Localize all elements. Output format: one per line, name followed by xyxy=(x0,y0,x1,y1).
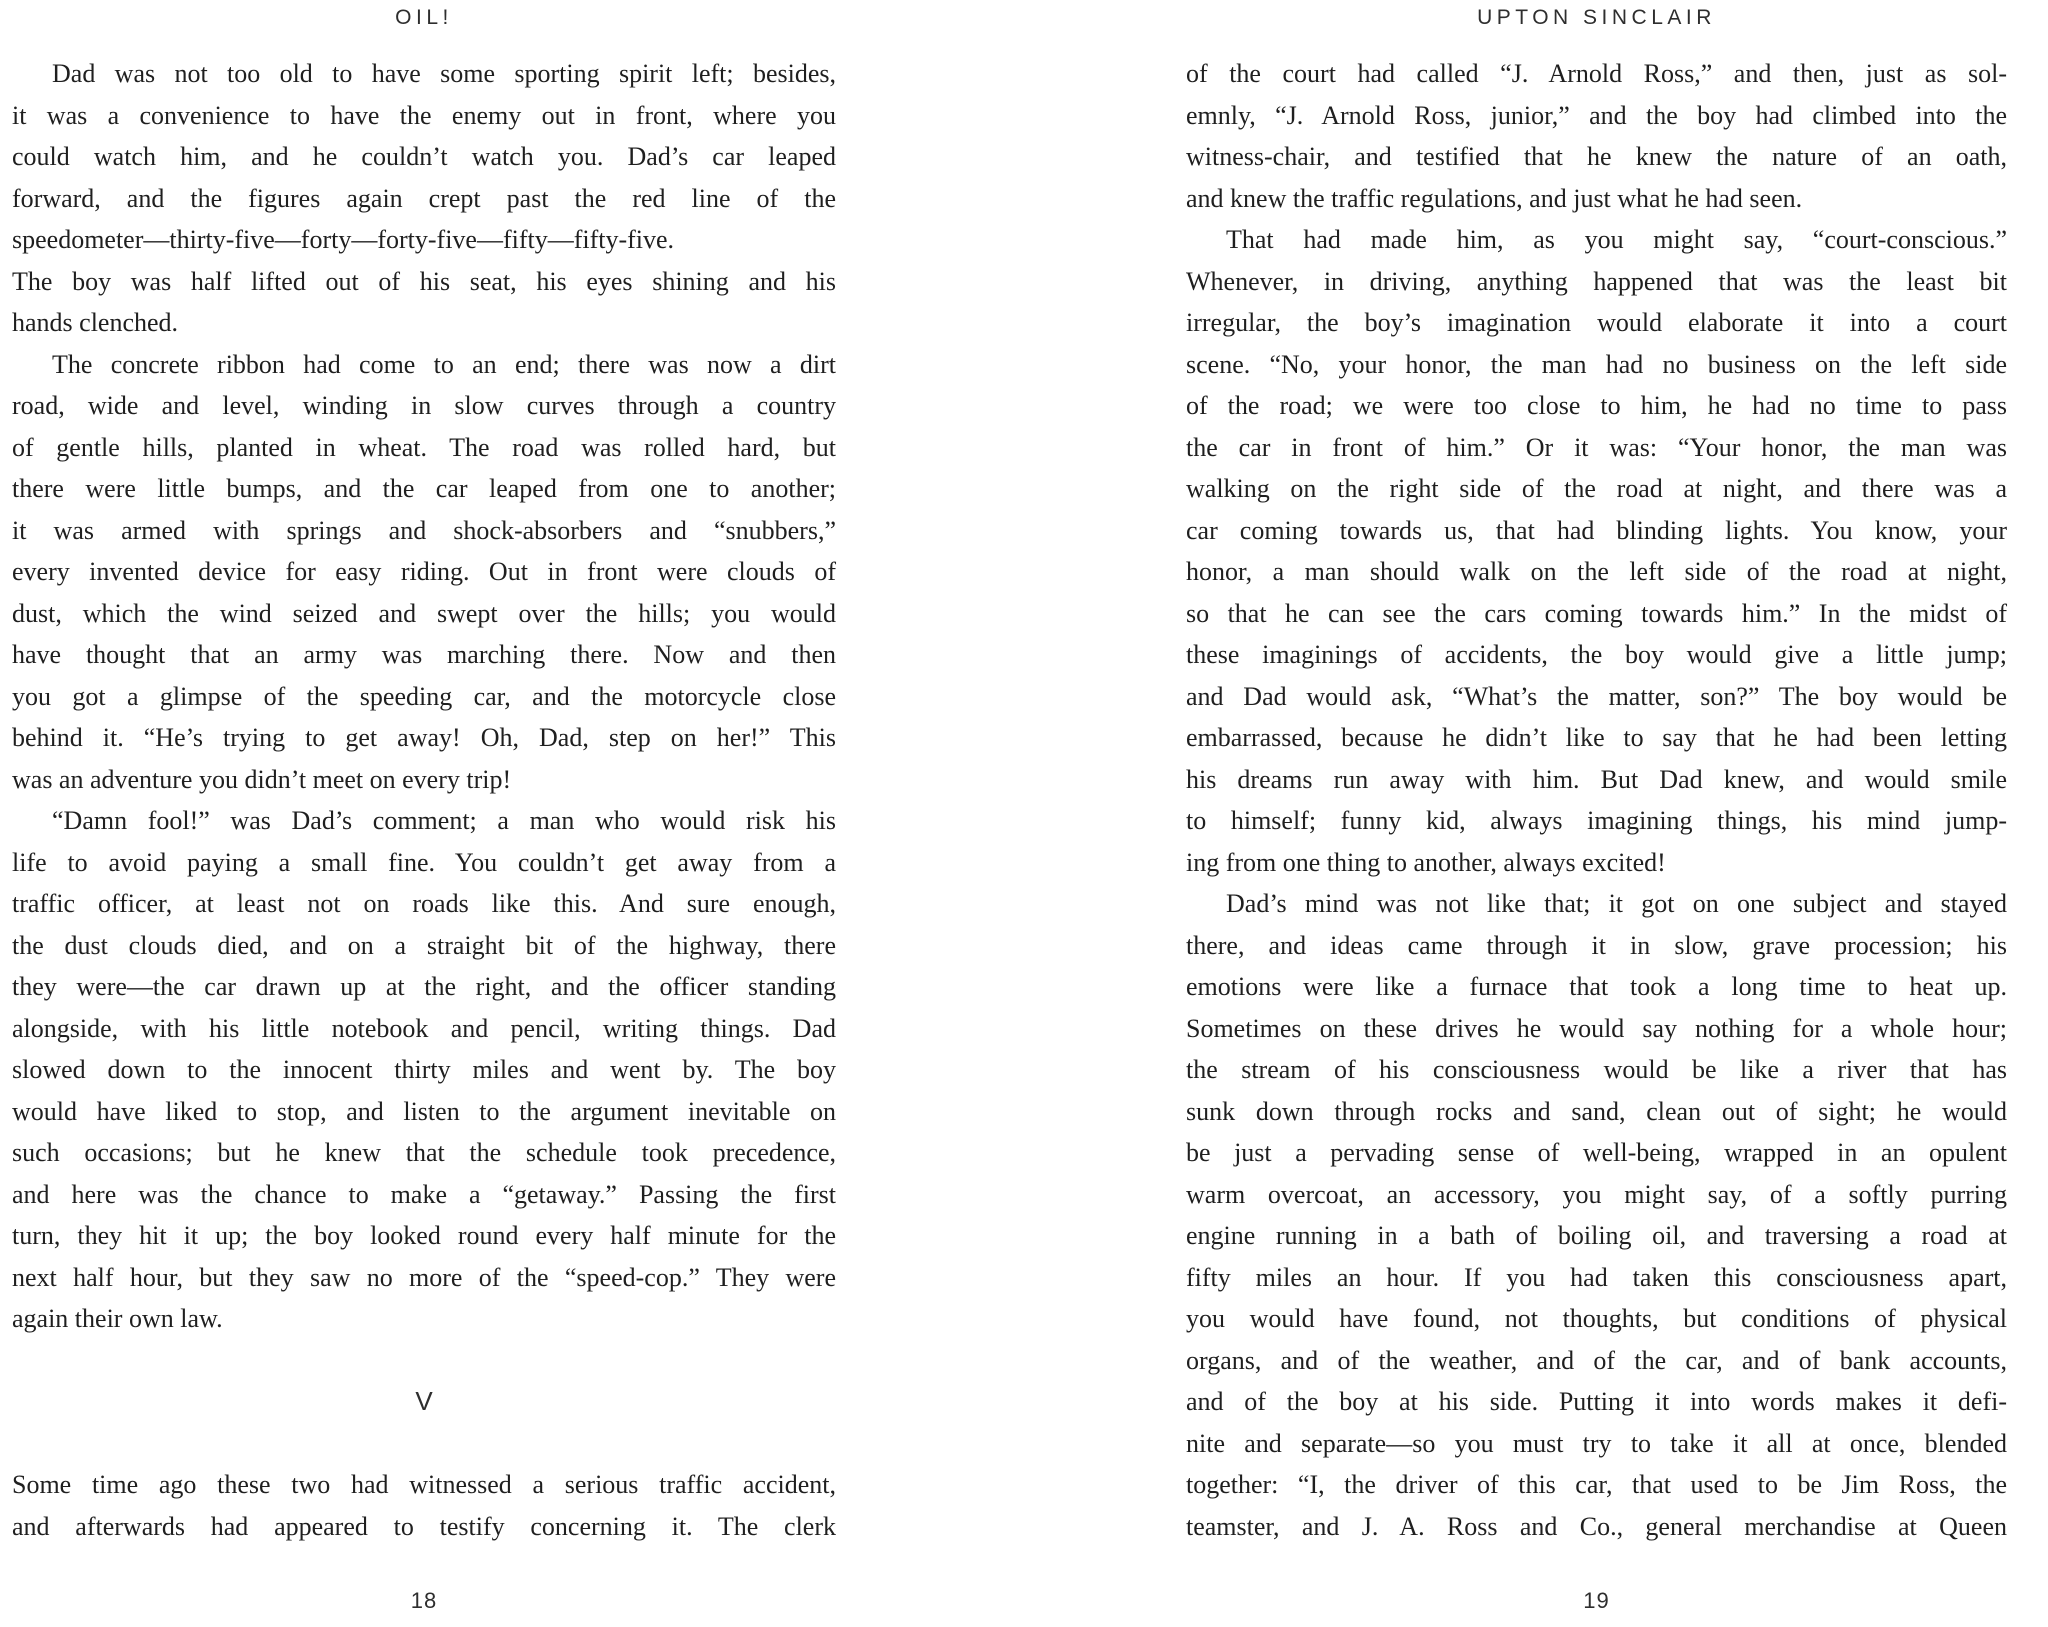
text-line: every invented device for easy riding. Out in front were clouds of xyxy=(12,557,836,586)
text-line: the dust clouds died, and on a straight bit of the highway, there xyxy=(12,930,836,960)
text-line: Sometimes on these drives he would say nothing for a whole hour; xyxy=(1186,1013,2007,1043)
text-line: behind it. “He’s trying to get away! Oh, Dad, step on her!” This xyxy=(12,723,836,752)
text-line: speedometer—thirty-five—forty—forty-five—fifty—fifty-five. xyxy=(12,225,675,254)
text-line: dust, which the wind seized and swept over the hills; you would xyxy=(12,598,836,628)
text-line: emotions were like a furnace that took a long time to heat up. xyxy=(1186,972,2007,1001)
text-line: forward, and the figures again crept past the red line of the xyxy=(12,183,836,213)
text-line: alongside, with his little notebook and pencil, writing things. Dad xyxy=(12,1013,836,1043)
text-line: The concrete ribbon had come to an end; there was now a dirt xyxy=(52,349,836,379)
text-line: walking on the right side of the road at night, and there was a xyxy=(1186,474,2007,503)
text-line: could watch him, and he couldn’t watch you. Dad’s car leaped xyxy=(12,142,836,171)
text-line: Dad was not too old to have some sporting spirit left; besides, xyxy=(52,59,836,88)
page-right xyxy=(1186,0,2007,1627)
text-line: and here was the chance to make a “getaway.” Passing the first xyxy=(12,1179,836,1209)
text-line: there were little bumps, and the car leaped from one to another; xyxy=(12,474,836,503)
text-line: these imaginings of accidents, the boy would give a little jump; xyxy=(1186,640,2007,669)
text-line: organs, and of the weather, and of the car, and of bank accounts, xyxy=(1186,1345,2007,1375)
text-line: The boy was half lifted out of his seat, his eyes shining and his xyxy=(12,266,836,296)
paragraph xyxy=(12,800,836,1340)
text-line: turn, they hit it up; the boy looked round every half minute for the xyxy=(12,1221,836,1250)
text-line: be just a pervading sense of well-being, wrapped in an opulent xyxy=(1186,1138,2007,1167)
text-line: of the road; we were too close to him, he had no time to pass xyxy=(1186,391,2007,420)
text-body-left xyxy=(12,53,836,1547)
text-line: emnly, “J. Arnold Ross, junior,” and the boy had climbed into the xyxy=(1186,100,2007,130)
text-line: would have liked to stop, and listen to the argument inevitable on xyxy=(12,1096,836,1126)
text-line: scene. “No, your honor, the man had no business on the left side xyxy=(1186,349,2007,379)
text-line: life to avoid paying a small fine. You couldn’t get away from a xyxy=(12,847,836,877)
text-line: of the court had called “J. Arnold Ross,” and then, just as sol- xyxy=(1186,59,2007,88)
text-line: and of the boy at his side. Putting it into words makes it defi- xyxy=(1186,1387,2007,1416)
text-line: sunk down through rocks and sand, clean out of sight; he would xyxy=(1186,1096,2007,1126)
paragraph xyxy=(12,53,836,344)
text-line: and Dad would ask, “What’s the matter, son?” The boy would be xyxy=(1186,681,2007,711)
text-line: slowed down to the innocent thirty miles and went by. The boy xyxy=(12,1055,836,1084)
page-number-left: 18 xyxy=(410,1588,438,1613)
text-line: embarrassed, because he didn’t like to say that he had been letting xyxy=(1186,723,2007,752)
text-line: it was a convenience to have the enemy out in front, where you xyxy=(12,100,836,130)
text-line: Some time ago these two had witnessed a serious traffic accident, xyxy=(12,1470,836,1499)
text-line: teamster, and J. A. Ross and Co., general merchandise at Queen xyxy=(1186,1511,2007,1541)
text-line: was an adventure you didn’t meet on every trip! xyxy=(12,764,512,794)
running-head-left: OIL! xyxy=(395,6,453,29)
text-line: Dad’s mind was not like that; it got on one subject and stayed xyxy=(1226,889,2007,918)
section-heading: V xyxy=(415,1386,433,1416)
text-line: ing from one thing to another, always excited! xyxy=(1186,847,1666,877)
text-line: and knew the traffic regulations, and just what he had seen. xyxy=(1186,183,1803,213)
text-line: car coming towards us, that had blinding lights. You know, your xyxy=(1186,515,2007,545)
text-line: witness-chair, and testified that he knew the nature of an oath, xyxy=(1186,142,2007,171)
text-line: they were—the car drawn up at the right, and the officer standing xyxy=(12,972,836,1001)
text-line: you got a glimpse of the speeding car, and the motorcycle close xyxy=(12,681,836,711)
text-line: nite and separate—so you must try to take it all at once, blended xyxy=(1186,1428,2007,1458)
text-line: hands clenched. xyxy=(12,308,179,337)
text-line: it was armed with springs and shock-absorbers and “snubbers,” xyxy=(12,515,836,545)
paragraph xyxy=(1186,219,2007,883)
page-number-right: 19 xyxy=(1583,1588,1610,1613)
text-line: so that he can see the cars coming towards him.” In the midst of xyxy=(1186,598,2007,628)
text-line: to himself; funny kid, always imagining things, his mind jump- xyxy=(1186,806,2007,835)
text-line: honor, a man should walk on the left side of the road at night, xyxy=(1186,557,2007,586)
text-line: you would have found, not thoughts, but conditions of physical xyxy=(1186,1304,2007,1333)
text-line: road, wide and level, winding in slow curves through a country xyxy=(12,391,836,420)
text-line: traffic officer, at least not on roads like this. And sure enough, xyxy=(12,889,836,918)
text-line: of gentle hills, planted in wheat. The road was rolled hard, but xyxy=(12,432,836,462)
text-line: have thought that an army was marching there. Now and then xyxy=(12,640,836,669)
text-line: “Damn fool!” was Dad’s comment; a man who would risk his xyxy=(52,806,836,835)
text-line: next half hour, but they saw no more of the “speed-cop.” They were xyxy=(12,1262,836,1292)
text-line: the stream of his consciousness would be like a river that has xyxy=(1186,1055,2007,1084)
paragraph xyxy=(1186,53,2007,219)
paragraph xyxy=(12,1464,836,1547)
text-line: such occasions; but he knew that the schedule took precedence, xyxy=(12,1138,836,1167)
text-line: there, and ideas came through it in slow, grave procession; his xyxy=(1186,930,2007,960)
text-line: together: “I, the driver of this car, that used to be Jim Ross, the xyxy=(1186,1470,2007,1499)
text-line: fifty miles an hour. If you had taken this consciousness apart, xyxy=(1186,1262,2007,1292)
text-line: irregular, the boy’s imagination would elaborate it into a court xyxy=(1186,308,2007,337)
text-line: That had made him, as you might say, “court-conscious.” xyxy=(1226,225,2007,254)
text-line: and afterwards had appeared to testify concerning it. The clerk xyxy=(12,1511,836,1541)
paragraph xyxy=(12,344,836,801)
text-line: his dreams run away with him. But Dad knew, and would smile xyxy=(1186,764,2007,794)
text-body-right xyxy=(1186,53,2007,1547)
paragraph xyxy=(1186,883,2007,1547)
page-left xyxy=(12,0,836,1627)
text-line: Whenever, in driving, anything happened that was the least bit xyxy=(1186,266,2007,296)
running-head-right: UPTON SINCLAIR xyxy=(1477,6,1716,29)
text-line: warm overcoat, an accessory, you might say, of a softly purring xyxy=(1186,1179,2007,1209)
text-line: engine running in a bath of boiling oil, and traversing a road at xyxy=(1186,1221,2007,1250)
text-line: the car in front of him.” Or it was: “Your honor, the man was xyxy=(1186,432,2007,462)
text-line: again their own law. xyxy=(12,1304,223,1333)
